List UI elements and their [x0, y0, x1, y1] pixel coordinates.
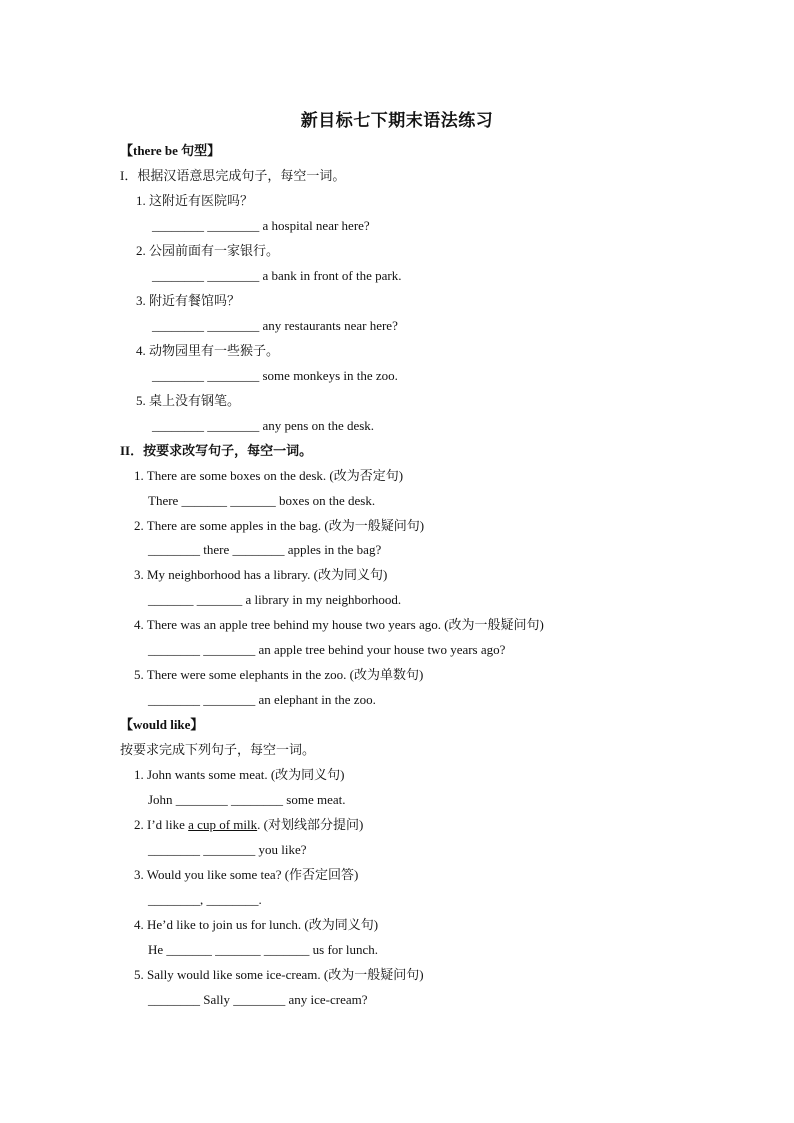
question-text: 3. Would you like some tea? (作否定回答): [134, 867, 359, 882]
question-text: 1. 这附近有医院吗？: [136, 193, 254, 208]
answer-line: ________ ________ an apple tree behind your house two years ago?: [148, 642, 506, 657]
answer-line: ________, ________.: [148, 892, 262, 907]
section-header-would-like: 【would like】: [120, 717, 204, 732]
question-text: 5. 桌上没有钢笔。: [136, 393, 241, 408]
page-title: 新目标七下期末语法练习: [300, 111, 494, 130]
question-text: 2. 公园前面有一家银行。: [136, 243, 280, 258]
answer-line: ________ ________ some monkeys in the zoo.: [152, 368, 398, 383]
question-suffix: . (对划线部分提问): [257, 817, 364, 832]
answer-line: John ________ ________ some meat.: [148, 792, 346, 807]
answer-line: _______ _______ a library in my neighborhood.: [148, 592, 402, 607]
question-text: 5. Sally would like some ice-cream. (改为一般疑问句): [134, 967, 424, 982]
question-text: [134, 817, 363, 833]
question-text: 3. My neighborhood has a library. (改为同义句): [134, 567, 388, 582]
answer-line: ________ ________ any restaurants near here?: [152, 318, 398, 333]
question-text: 3. 附近有餐馆吗？: [136, 293, 241, 308]
answer-line: He _______ _______ _______ us for lunch.: [148, 942, 379, 957]
question-text: 1. John wants some meat. (改为同义句): [134, 767, 345, 782]
section-header-there-be: 【there be 句型】: [120, 143, 221, 158]
answer-line: There _______ _______ boxes on the desk.: [148, 493, 376, 508]
underlined-phrase: a cup of milk: [188, 817, 258, 832]
answer-line: ________ ________ any pens on the desk.: [152, 418, 375, 433]
part-2-instruction: II．按要求改写句子，每空一词。: [120, 443, 313, 458]
answer-line: ________ there ________ apples in the bag?: [148, 542, 382, 557]
question-text: 4. 动物园里有一些猴子。: [136, 343, 280, 358]
question-prefix: 2. I’d like: [134, 817, 189, 832]
question-text: 2. There are some apples in the bag. (改为一般疑问句): [134, 518, 425, 533]
answer-line: ________ ________ a bank in front of the park.: [152, 268, 402, 283]
question-text: 5. There were some elephants in the zoo. (改为单数句): [134, 667, 424, 682]
part-1-instruction: I．根据汉语意思完成句子，每空一词。: [120, 168, 346, 183]
answer-line: ________ ________ a hospital near here?: [152, 218, 370, 233]
question-text: 4. He’d like to join us for lunch. (改为同义句): [134, 917, 379, 932]
part-3-instruction: 按要求完成下列句子，每空一词。: [120, 742, 316, 757]
answer-line: ________ ________ you like?: [148, 842, 307, 857]
answer-line: ________ ________ an elephant in the zoo.: [148, 692, 376, 707]
question-text: 1. There are some boxes on the desk. (改为否定句): [134, 468, 404, 483]
question-text: 4. There was an apple tree behind my house two years ago. (改为一般疑问句): [134, 617, 544, 632]
answer-line: ________ Sally ________ any ice-cream?: [148, 992, 368, 1007]
